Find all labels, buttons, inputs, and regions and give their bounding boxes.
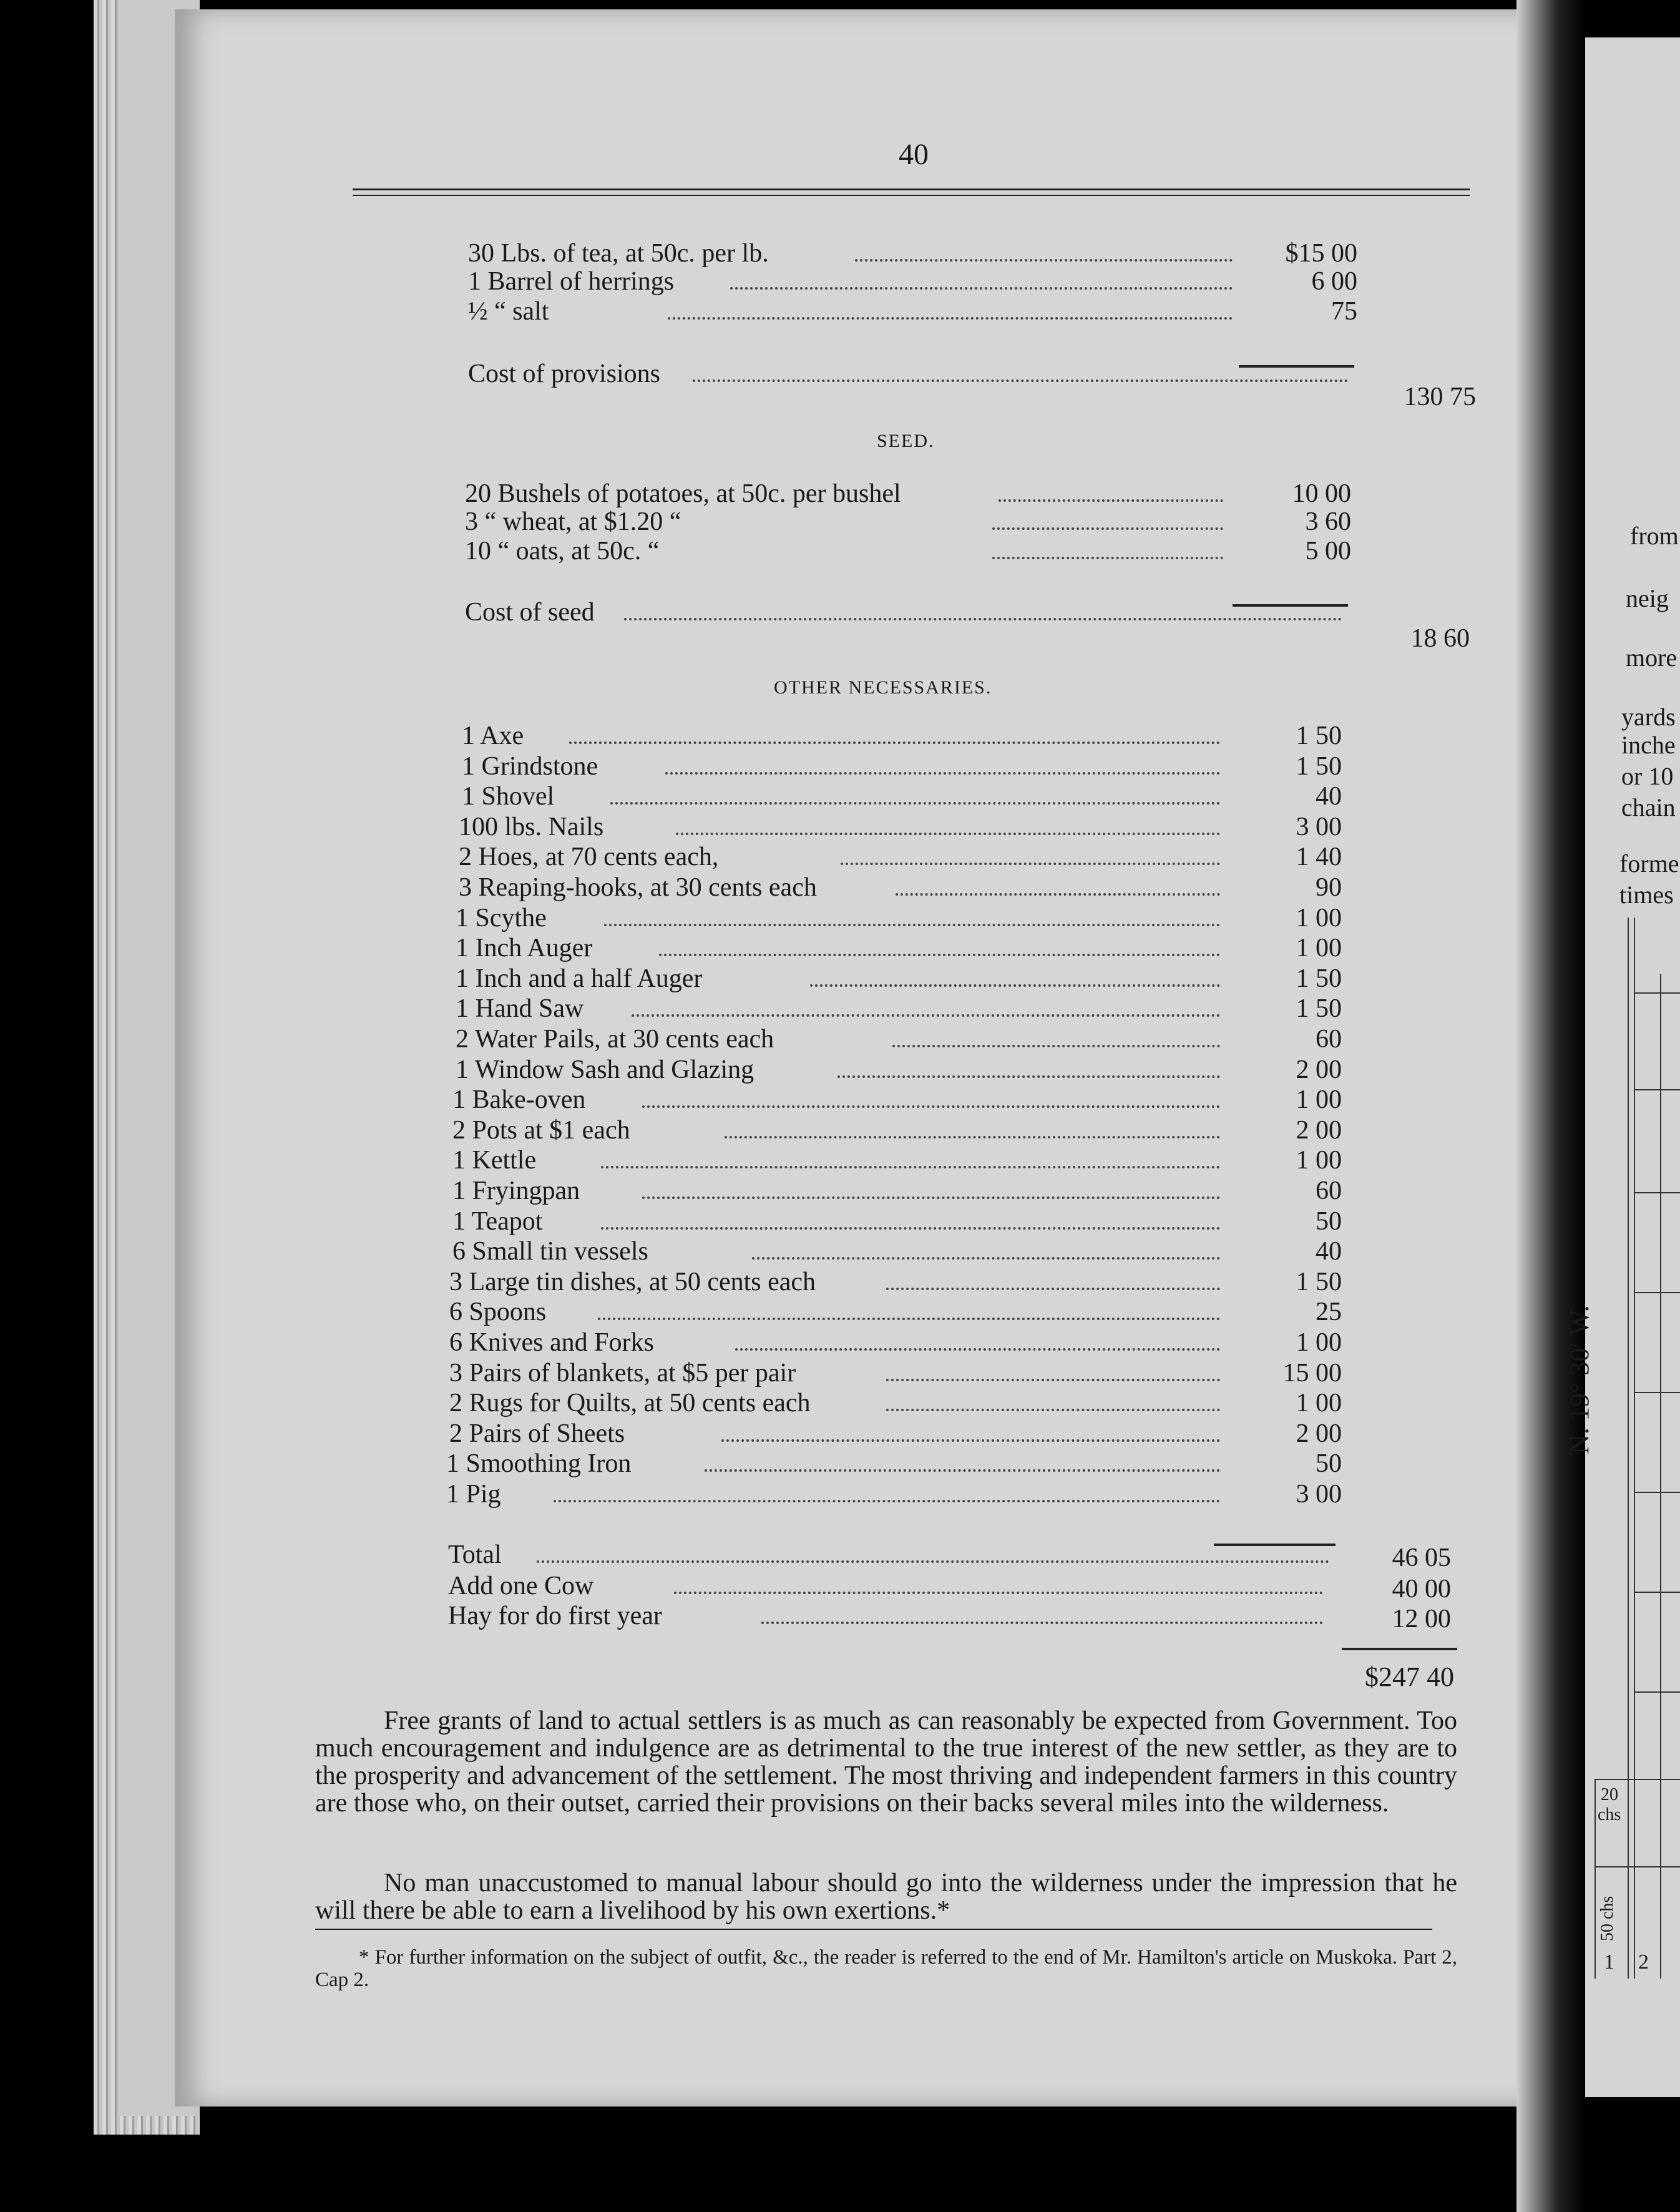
necessary-description: 1 Shovel [462, 782, 555, 811]
necessary-amount: 40 [1316, 782, 1342, 811]
right-page-word: from [1630, 522, 1679, 550]
subtotal-rule [1214, 1544, 1336, 1546]
leader-dots [896, 893, 1220, 896]
map-label: 2 [1638, 1950, 1649, 1974]
leader-dots [735, 1348, 1220, 1351]
necessary-description: 1 Window Sash and Glazing [456, 1055, 755, 1084]
necessary-amount: 40 [1316, 1237, 1342, 1266]
necessary-amount: 1 50 [1296, 722, 1342, 750]
map-label: 50 chs [1598, 1896, 1617, 1941]
necessary-amount: 1 00 [1296, 1146, 1342, 1175]
map-grid-line [1634, 1492, 1680, 1493]
total-line-description: Add one Cow [448, 1572, 594, 1600]
map-grid-line [1634, 1089, 1680, 1090]
necessary-amount: 1 50 [1296, 751, 1342, 781]
seed-amount: 10 00 [1292, 479, 1351, 508]
right-page-word: chain [1621, 793, 1676, 821]
map-grid-line [1595, 1779, 1680, 1780]
necessary-description: 1 Grindstone [462, 751, 598, 781]
leader-dots [886, 1379, 1220, 1381]
leader-dots [674, 1592, 1323, 1594]
map-grid-line [1634, 1592, 1680, 1593]
necessary-description: 1 Inch Auger [456, 934, 593, 963]
total-line-description: Hay for do first year [448, 1602, 662, 1630]
header-rule [353, 188, 1470, 190]
paragraph-free-grants: Free grants of land to actual settlers is as much as can reasonably be expected from Government. Too much encouragement and indulgence are as detrimental to the true interest of the new settler, as they are to the prosperity and advancement of the settlement. The most thriving and independent farmers in this country are those who, on their outset, carried their provisions on their backs several miles into the wilderness. [315, 1706, 1457, 1818]
leader-dots [761, 1622, 1323, 1624]
map-grid-line [1628, 918, 1629, 1979]
seed-heading: SEED. [877, 431, 935, 451]
map-grid-line [1634, 1392, 1680, 1393]
paragraph-manual-labour: No man unaccustomed to manual labour should go into the wilderness under the impression that he will there be able to earn a livelihood by his own exertions.* [315, 1869, 1457, 1925]
necessary-description: 1 Scythe [456, 903, 547, 932]
map-grid-line [1634, 1292, 1680, 1293]
necessary-description: 6 Small tin vessels [452, 1237, 648, 1266]
leader-dots [810, 984, 1220, 987]
leader-dots [642, 1105, 1220, 1108]
necessary-amount: 3 00 [1296, 812, 1342, 841]
leader-dots [668, 317, 1233, 320]
map-grid-line [1634, 918, 1635, 1979]
necessary-description: 1 Inch and a half Auger [456, 964, 703, 993]
leader-dots [730, 287, 1233, 290]
leader-dots [624, 618, 1342, 620]
leader-dots [886, 1409, 1220, 1411]
leader-dots [725, 1136, 1220, 1138]
map-label: 1 [1604, 1950, 1614, 1974]
necessary-amount: 1 00 [1296, 934, 1342, 963]
necessary-amount: 60 [1316, 1025, 1342, 1054]
grand-total: $247 40 [1365, 1661, 1454, 1692]
leader-dots [838, 1075, 1220, 1078]
total-line-description: Total [448, 1540, 502, 1569]
page-number: 40 [899, 138, 929, 171]
total-line-amount: 46 05 [1392, 1544, 1451, 1572]
necessary-description: 6 Spoons [449, 1298, 547, 1327]
right-page-word: forme [1619, 849, 1679, 878]
book-spine [1516, 0, 1585, 2212]
right-page-word: more [1626, 644, 1678, 672]
map-label: 20 [1601, 1785, 1618, 1804]
provision-amount: 75 [1331, 297, 1357, 326]
right-page-word: or 10 [1621, 762, 1674, 790]
map-grid-line [1634, 992, 1680, 994]
header-rule-2 [353, 195, 1470, 196]
necessary-amount: 25 [1316, 1298, 1342, 1327]
leader-dots [999, 499, 1223, 502]
necessary-description: 1 Axe [462, 722, 524, 750]
necessary-description: 100 lbs. Nails [459, 812, 604, 841]
grand-total-rule [1342, 1648, 1457, 1650]
provision-amount: 6 00 [1311, 267, 1357, 296]
provision-description: 30 Lbs. of tea, at 50c. per lb. [468, 239, 769, 268]
footnote-rule [315, 1929, 1432, 1930]
leader-dots [886, 1288, 1220, 1290]
leader-dots [598, 1318, 1220, 1320]
provisions-total-description: Cost of provisions [468, 360, 661, 388]
map-label: chs [1598, 1805, 1621, 1824]
seed-amount: 3 60 [1305, 507, 1351, 536]
seed-total-amount: 18 60 [1410, 624, 1470, 653]
necessary-amount: 60 [1316, 1177, 1342, 1205]
necessary-amount: 50 [1316, 1449, 1342, 1479]
leader-dots [601, 1166, 1220, 1168]
necessary-description: 2 Pairs of Sheets [449, 1419, 625, 1448]
right-page-word: inche [1621, 731, 1676, 759]
necessary-amount: 3 00 [1296, 1480, 1342, 1509]
footnote: * For further information on the subject of outfit, &c., the reader is referred to the end of Mr. Hamilton's article on Muskoka. Part 2, Cap 2. [315, 1946, 1457, 1991]
leader-dots [601, 1227, 1220, 1230]
leader-dots [604, 924, 1220, 926]
bearing-label: N. 19° 30′ W. [1564, 1305, 1595, 1454]
leader-dots [841, 863, 1220, 865]
leader-dots [632, 1014, 1220, 1017]
necessary-description: 2 Rugs for Quilts, at 50 cents each [449, 1389, 811, 1418]
leader-dots [554, 1500, 1220, 1502]
necessary-amount: 1 40 [1296, 843, 1342, 872]
provision-description: 1 Barrel of herrings [468, 267, 675, 296]
map-grid-line [1595, 1779, 1596, 1979]
leader-dots [537, 1560, 1329, 1563]
leader-dots [892, 1045, 1220, 1047]
necessary-amount: 1 00 [1296, 1389, 1342, 1418]
necessary-description: 3 Large tin dishes, at 50 cents each [449, 1267, 816, 1296]
leader-dots [992, 527, 1223, 530]
necessary-amount: 2 00 [1296, 1419, 1342, 1448]
seed-amount: 5 00 [1305, 537, 1351, 565]
right-page-word: yards [1621, 703, 1676, 731]
necessary-amount: 15 00 [1282, 1358, 1342, 1387]
leader-dots [693, 379, 1348, 382]
necessary-description: 1 Hand Saw [456, 994, 584, 1024]
provision-description: ½ “ salt [468, 297, 549, 326]
necessary-description: 1 Fryingpan [452, 1177, 580, 1205]
necessary-description: 3 Pairs of blankets, at $5 per pair [449, 1358, 796, 1387]
leader-dots [642, 1197, 1220, 1199]
total-line-amount: 40 00 [1392, 1575, 1451, 1603]
necessary-amount: 90 [1316, 873, 1342, 902]
right-page-word: times [1619, 881, 1674, 909]
seed-description: 10 “ oats, at 50c. “ [465, 537, 660, 565]
subtotal-rule [1239, 365, 1354, 368]
map-grid-line [1634, 1192, 1680, 1193]
necessary-amount: 1 50 [1296, 964, 1342, 993]
necessary-description: 2 Hoes, at 70 cents each, [459, 843, 719, 872]
seed-total-description: Cost of seed [465, 598, 595, 627]
leader-dots [721, 1439, 1220, 1442]
necessary-description: 1 Smoothing Iron [446, 1449, 632, 1479]
leader-dots [752, 1257, 1220, 1260]
seed-description: 3 “ wheat, at $1.20 “ [465, 507, 681, 536]
necessary-description: 2 Water Pails, at 30 cents each [456, 1025, 774, 1054]
leader-dots [610, 802, 1220, 805]
map-grid-line [1595, 1866, 1680, 1867]
necessary-amount: 1 50 [1296, 1267, 1342, 1296]
leader-dots [569, 741, 1220, 744]
necessary-description: 1 Pig [446, 1480, 501, 1509]
necessary-amount: 1 00 [1296, 903, 1342, 932]
right-page-word: neig [1626, 584, 1669, 612]
necessaries-heading: OTHER NECESSARIES. [774, 677, 992, 698]
map-grid-line [1660, 974, 1661, 1979]
leader-dots [992, 557, 1223, 559]
necessary-amount: 1 00 [1296, 1328, 1342, 1357]
necessary-description: 6 Knives and Forks [449, 1328, 654, 1357]
leader-dots [676, 833, 1220, 835]
necessary-description: 1 Bake-oven [452, 1085, 586, 1115]
necessary-description: 1 Kettle [452, 1146, 537, 1175]
necessary-description: 1 Teapot [452, 1206, 543, 1236]
seed-description: 20 Bushels of potatoes, at 50c. per bushel [465, 479, 901, 508]
leader-dots [855, 259, 1233, 262]
provision-amount: $15 00 [1285, 239, 1357, 268]
subtotal-rule [1233, 604, 1348, 607]
right-page [1585, 37, 1680, 2097]
leader-dots [705, 1469, 1220, 1472]
map-grid-line [1634, 1691, 1680, 1693]
necessary-description: 3 Reaping-hooks, at 30 cents each [459, 873, 817, 902]
necessary-description: 2 Pots at $1 each [452, 1115, 630, 1145]
provisions-total-amount: 130 75 [1404, 383, 1476, 411]
necessary-amount: 2 00 [1296, 1115, 1342, 1145]
leader-dots [665, 772, 1220, 775]
necessary-amount: 1 00 [1296, 1085, 1342, 1115]
total-line-amount: 12 00 [1392, 1605, 1451, 1633]
necessary-amount: 2 00 [1296, 1055, 1342, 1084]
necessary-amount: 50 [1316, 1206, 1342, 1236]
necessary-amount: 1 50 [1296, 994, 1342, 1024]
leader-dots [659, 954, 1220, 956]
